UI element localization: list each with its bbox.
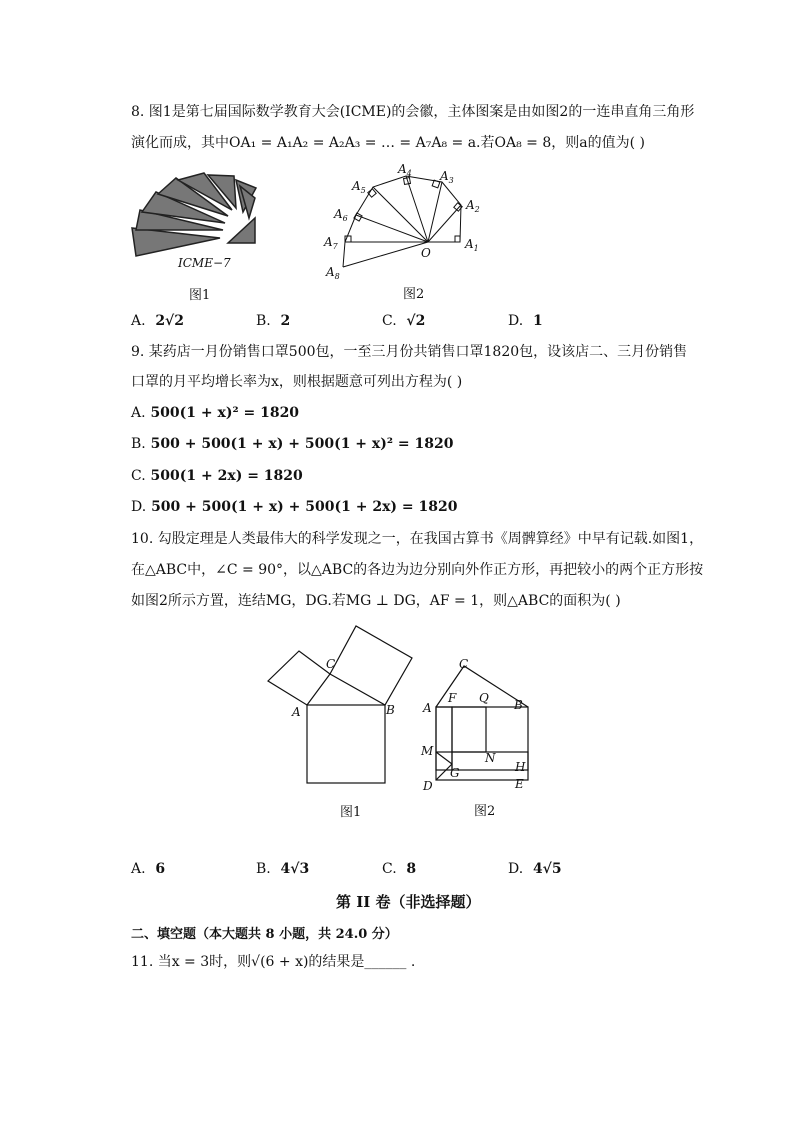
svg-text:A3: $A_3$ bbox=[440, 169, 454, 185]
q10-option-a[interactable]: A. 6 bbox=[131, 861, 166, 877]
q9-option-b[interactable]: B. 500 + 500(1 + x) + 500(1 + x)² = 1820 bbox=[131, 436, 454, 452]
q8-option-b[interactable]: B. 2 bbox=[256, 313, 291, 329]
svg-text:N: N bbox=[485, 751, 496, 765]
svg-text:A1: $A_1$ bbox=[465, 237, 479, 253]
q10-figure2-diagram bbox=[418, 652, 538, 792]
svg-text:A2: $A_2$ bbox=[466, 198, 480, 214]
q10-option-c[interactable]: C. 8 bbox=[382, 861, 417, 877]
svg-text:O: O bbox=[421, 246, 431, 260]
svg-text:A6: $A_6$ bbox=[334, 207, 348, 223]
svg-text:G: G bbox=[450, 766, 460, 780]
svg-text:A: A bbox=[423, 701, 432, 715]
q9-stem-line2: 口罩的月平均增长率为x，则根据题意可列出方程为( ) bbox=[131, 374, 463, 390]
section2-heading: 二、填空题（本大题共 8 小题，共 24.0 分） bbox=[131, 927, 398, 942]
q9-stem-line1: 9. 某药店一月份销售口罩500包，一至三月份共销售口罩1820包，设该店二、三月份销售 bbox=[131, 344, 688, 360]
part2-title: 第 II 卷（非选择题） bbox=[336, 893, 481, 911]
q10-stem-line2: 在△ABC中，∠C = 90°，以△ABC的各边为边分别向外作正方形，再把较小的两个正方形按 bbox=[131, 562, 704, 578]
q8-stem-line1: 8. 图1是第七届国际数学教育大会(ICME)的会徽，主体图案是由如图2的一连串直角三角形 bbox=[131, 104, 695, 120]
q8-option-c[interactable]: C. √2 bbox=[382, 313, 426, 329]
svg-text:A4: $A_4$ bbox=[398, 162, 412, 178]
svg-text:A: A bbox=[292, 705, 301, 719]
svg-text:F: F bbox=[448, 691, 457, 705]
svg-text:M: M bbox=[421, 744, 434, 758]
q9-option-a[interactable]: A. 500(1 + x)² = 1820 bbox=[131, 405, 300, 421]
q8-stem-line2: 演化而成，其中OA₁ = A₁A₂ = A₂A₃ = … = A₇A₈ = a.若OA₈ = 8，则a的值为( ) bbox=[131, 135, 645, 151]
q11-stem: 11. 当x = 3时，则√(6 + x)的结果是______ . bbox=[131, 954, 416, 970]
svg-text:C: C bbox=[459, 657, 469, 671]
svg-text:A5: $A_5$ bbox=[352, 179, 366, 195]
q8-figure2-caption: 图2 bbox=[403, 287, 425, 302]
svg-text:B: B bbox=[386, 703, 395, 717]
q10-figure1-diagram bbox=[262, 618, 422, 786]
q9-option-c[interactable]: C. 500(1 + 2x) = 1820 bbox=[131, 468, 303, 484]
svg-text:A8: $A_8$ bbox=[326, 265, 340, 281]
q8-figure1-label: ICME−7 bbox=[178, 256, 231, 268]
svg-text:H: H bbox=[515, 760, 526, 774]
q8-figure1-icme-emblem bbox=[128, 168, 268, 268]
q10-option-b[interactable]: B. 4√3 bbox=[256, 861, 310, 877]
q8-figure1-caption: 图1 bbox=[189, 288, 211, 303]
svg-text:Q: Q bbox=[479, 691, 489, 705]
q10-figure2-caption: 图2 bbox=[474, 804, 496, 819]
svg-text:D: D bbox=[423, 779, 433, 792]
q10-figure1-caption: 图1 bbox=[340, 805, 362, 820]
svg-text:A7: $A_7$ bbox=[324, 235, 338, 251]
q10-stem-line3: 如图2所示方置，连结MG，DG.若MG ⊥ DG，AF = 1，则△ABC的面积为( ) bbox=[131, 593, 621, 609]
svg-text:B: B bbox=[514, 698, 523, 712]
q8-option-a[interactable]: A. 2√2 bbox=[131, 313, 184, 329]
q10-stem-line1: 10. 勾股定理是人类最伟大的科学发现之一，在我国古算书《周髀算经》中早有记载.如图1， bbox=[131, 531, 704, 547]
q8-option-d[interactable]: D. 1 bbox=[508, 313, 543, 329]
q9-option-d[interactable]: D. 500 + 500(1 + x) + 500(1 + 2x) = 1820 bbox=[131, 499, 458, 515]
q10-option-d[interactable]: D. 4√5 bbox=[508, 861, 562, 877]
svg-text:C: C bbox=[326, 657, 336, 671]
q8-figure2-diagram bbox=[318, 160, 493, 285]
svg-text:E: E bbox=[515, 777, 524, 791]
